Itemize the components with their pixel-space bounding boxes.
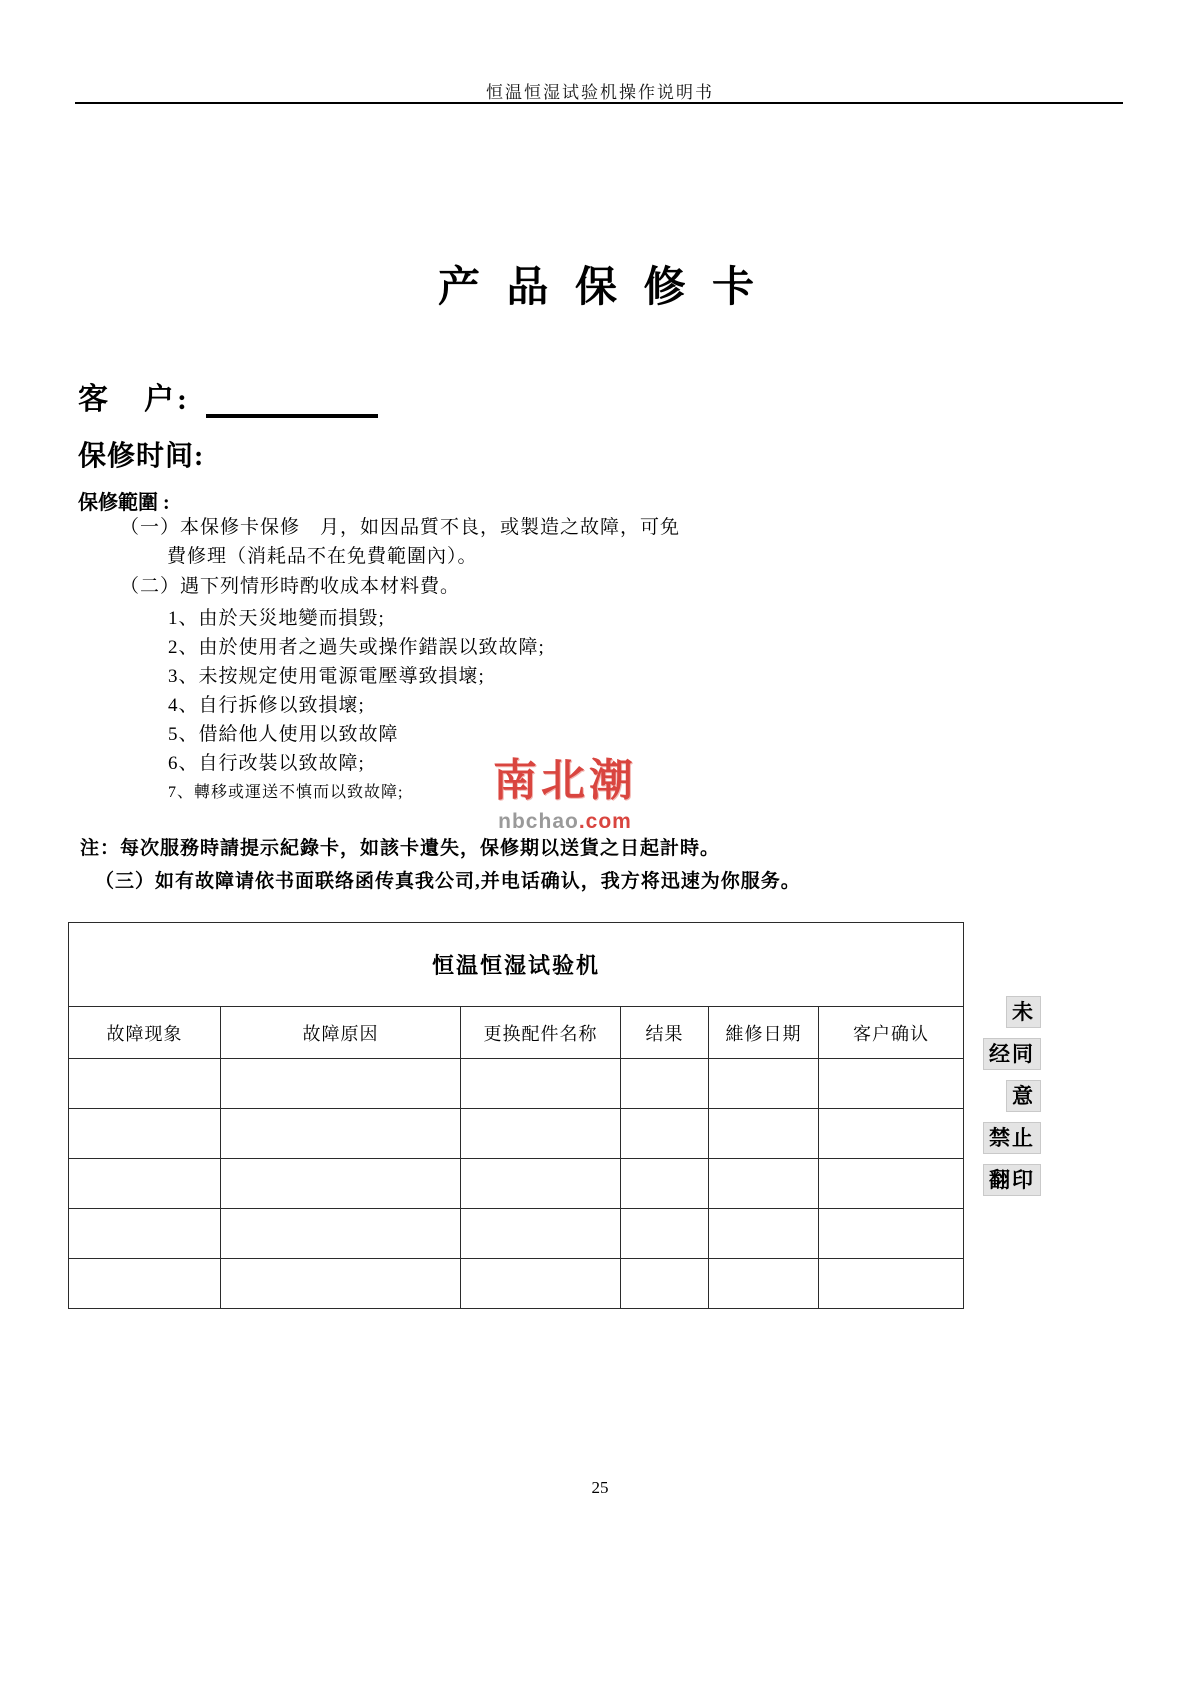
table-cell [621, 1059, 709, 1109]
watermark-domain-name: nbchao [498, 810, 579, 833]
note-line: 注：每次服務時請提示紀錄卡，如該卡遺失，保修期以送貨之日起計時。 [80, 838, 721, 859]
table-cell [709, 1209, 819, 1259]
scope-subitem-5: 5、借給他人使用以致故障 [168, 724, 399, 745]
watermark-domain-text [455, 810, 675, 834]
customer-row [78, 374, 378, 418]
warranty-time-label: 保修时间: [78, 441, 205, 472]
table-row [69, 1159, 964, 1209]
table-cell [621, 1209, 709, 1259]
table-cell [69, 1259, 221, 1309]
scope-item-1-line-1: （一）本保修卡保修 月，如因品質不良，或製造之故障，可免 [120, 517, 681, 538]
table-title: 恒温恒湿试验机 [69, 923, 964, 1007]
table-cell [819, 1109, 964, 1159]
scope-subitem-7: 7、轉移或運送不慎而以致故障; [168, 784, 404, 801]
watermark-domain-suffix: .com [578, 810, 632, 833]
scope-subitem-4: 4、自行拆修以致損壞; [168, 695, 365, 716]
table-cell [621, 1159, 709, 1209]
col-header-repair-date: 維修日期 [709, 1007, 819, 1059]
document-header [0, 78, 1200, 103]
no-copy-stamp [985, 996, 1041, 1196]
scope-item-3: （三）如有故障请依书面联络函传真我公司,并电话确认，我方将迅速为你服务。 [95, 871, 801, 892]
table-cell [621, 1259, 709, 1309]
table-cell [69, 1059, 221, 1109]
table-cell [709, 1109, 819, 1159]
table-cell [709, 1059, 819, 1109]
table-cell [819, 1209, 964, 1259]
header-divider [75, 102, 1123, 104]
table-cell [221, 1109, 461, 1159]
col-header-customer-confirm: 客户确认 [819, 1007, 964, 1059]
scope-item-2: （二）遇下列情形時酌收成本材料費。 [120, 576, 461, 597]
table-cell [819, 1259, 964, 1309]
table-row [69, 1109, 964, 1159]
stamp-line-4: 禁止 [983, 1122, 1041, 1154]
table-cell [819, 1059, 964, 1109]
col-header-result: 结果 [621, 1007, 709, 1059]
table-cell [461, 1059, 621, 1109]
table-cell [221, 1159, 461, 1209]
table-cell [69, 1109, 221, 1159]
table-cell [221, 1059, 461, 1109]
watermark-brand-text: 南北潮 [493, 756, 637, 805]
table-header-row [69, 1007, 964, 1059]
table-cell [709, 1259, 819, 1309]
table-row [69, 1059, 964, 1109]
col-header-fault-cause: 故障原因 [221, 1007, 461, 1059]
table-cell [621, 1109, 709, 1159]
table-cell [461, 1259, 621, 1309]
scope-item-1-line-2: 費修理（消耗品不在免費範圍內）。 [167, 546, 478, 567]
stamp-line-1: 未 [1006, 996, 1041, 1028]
table-cell [221, 1259, 461, 1309]
customer-label: 客 户: [78, 383, 190, 416]
page-title: 产 品 保 修 卡 [437, 265, 762, 311]
table-cell [69, 1159, 221, 1209]
table-row [69, 1259, 964, 1309]
table-cell [461, 1109, 621, 1159]
scope-subitem-6: 6、自行改裝以致故障; [168, 753, 365, 774]
scope-subitem-2: 2、由於使用者之過失或操作錯誤以致故障; [168, 637, 545, 658]
stamp-line-3: 意 [1006, 1080, 1041, 1112]
col-header-fault-symptom: 故障现象 [69, 1007, 221, 1059]
table-cell [461, 1209, 621, 1259]
service-record-table [68, 922, 964, 1309]
scope-subitem-1: 1、由於天災地變而損毀; [168, 608, 385, 629]
site-watermark [455, 744, 675, 834]
col-header-replaced-parts: 更换配件名称 [461, 1007, 621, 1059]
table-cell [461, 1159, 621, 1209]
table-cell [69, 1209, 221, 1259]
table-cell [819, 1159, 964, 1209]
customer-blank-line [206, 384, 378, 418]
stamp-line-5: 翻印 [983, 1164, 1041, 1196]
table-cell [709, 1159, 819, 1209]
page-number: 25 [591, 1478, 609, 1497]
document-header-title: 恒温恒湿试验机操作说明书 [486, 83, 714, 102]
table-title-row [69, 923, 964, 1007]
stamp-line-2: 经同 [983, 1038, 1041, 1070]
table-cell [221, 1209, 461, 1259]
warranty-scope-label: 保修範圍 : [78, 492, 170, 514]
table-row [69, 1209, 964, 1259]
scope-subitem-3: 3、未按规定使用電源電壓導致損壞; [168, 666, 485, 687]
